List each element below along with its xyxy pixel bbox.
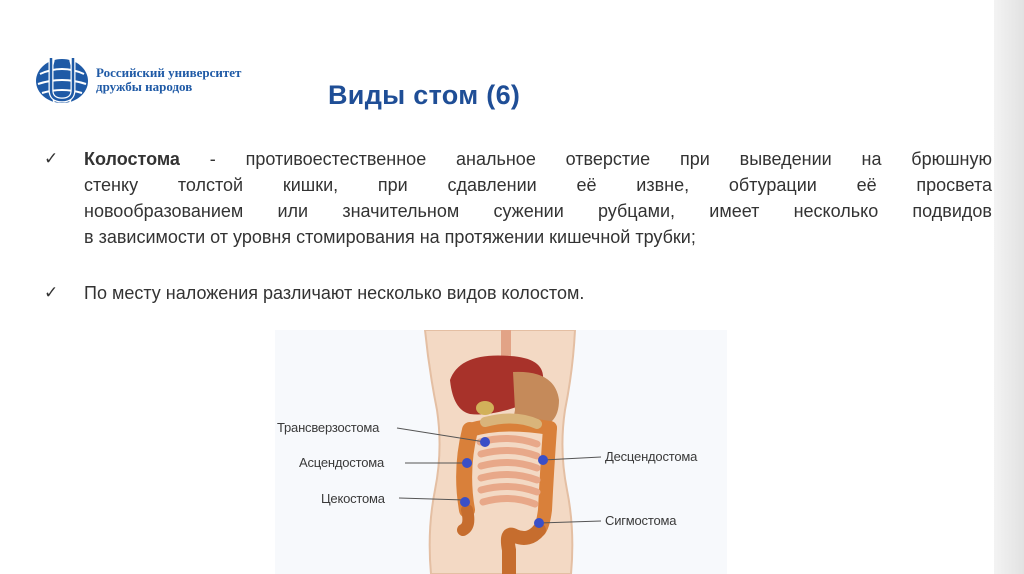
slide-edge-decoration: [994, 0, 1024, 574]
bullet-term: Колостома: [84, 149, 180, 169]
stoma-marker-descending: [538, 455, 548, 465]
caecum: [463, 510, 468, 530]
bullet-line-3: новообразованием или значительном сужении рубцами, имеет несколько подвидов: [84, 201, 992, 221]
university-name-line2: дружбы народов: [96, 79, 193, 94]
label-descendostomy: Десцендостома: [605, 449, 698, 464]
duodenum: [485, 418, 537, 424]
stoma-marker-caecum: [460, 497, 470, 507]
bullet-item-placement: [44, 280, 992, 306]
label-caecostomy: Цекостома: [321, 491, 385, 506]
university-logo: [34, 54, 294, 106]
stoma-marker-ascending: [462, 458, 472, 468]
bullet-text: По месту наложения различают несколько видов колостом.: [84, 283, 585, 303]
bullet-line-2: стенку толстой кишки, при сдавлении её извне, обтурации её просвета: [84, 175, 992, 195]
gallbladder: [476, 401, 494, 415]
bullet-item-colostomy: [44, 146, 992, 250]
checkmark-icon: ✓: [44, 283, 59, 302]
label-ascendostomy: Асцендостома: [299, 455, 385, 470]
checkmark-icon: ✓: [44, 149, 59, 168]
university-emblem-icon: [34, 54, 90, 106]
label-sigmostomy: Сигмостома: [605, 513, 677, 528]
bullet-text: - противоестественное анальное отверстие при выведении на брюшную: [179, 149, 992, 169]
slide-title: Виды стом (6): [328, 80, 521, 110]
university-name-line1: Российский университет: [96, 65, 242, 80]
colostomy-anatomy-diagram: [275, 330, 727, 574]
label-transversostomy: Трансверзостома: [277, 420, 380, 435]
stoma-marker-sigmoid: [534, 518, 544, 528]
bullet-line-1: [84, 146, 992, 172]
stoma-marker-transverse: [480, 437, 490, 447]
bullet-list: [44, 146, 992, 306]
bullet-line-4: в зависимости от уровня стомирования на протяжении кишечной трубки;: [84, 227, 696, 247]
university-name: [96, 66, 296, 94]
